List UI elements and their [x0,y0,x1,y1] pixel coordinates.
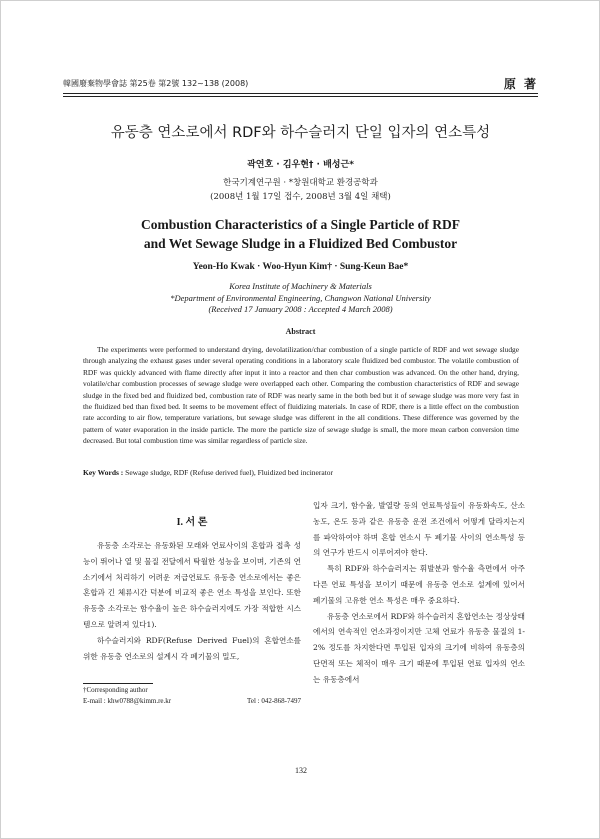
page-number: 132 [295,766,307,775]
english-affiliation2: *Department of Environmental Engineering, Changwon National University [170,292,431,303]
english-dates: (Received 17 January 2008 : Accepted 4 March 2008) [208,304,393,314]
footnote-email: E-mail : khw0788@kimm.re.kr [83,697,172,705]
footnote-corresponding: †Corresponding author [83,686,148,694]
korean-authors: 곽연호 · 김우현† · 배성근* [247,160,354,170]
korean-title: 유동층 연소로에서 RDF와 하수슬러지 단일 입자의 연소특성 [110,125,491,141]
intro-paragraph-5: 유동층 연소로에서 RDF와 하수슬러지 혼합연소는 정상상태에서의 연속적인 연소과정이지만 고체 연료가 유동층 물질의 1-2% 정도를 차지한다면 투입된 입자의 크기에 비하여 유동층의 단면적 또는 체적이 매우 크기 때문에 투입된 연료 입자의 연소는 유동층에서 [313,611,525,684]
left-column [83,509,301,664]
intro-paragraph-1: 유동층 소각로는 유동화된 모래와 연료사이의 혼합과 접촉 성능이 뛰어나 열 및 물질 전달에서 탁월한 성능을 보이며, 기존의 연소기에서 처리하기 어려운 저급연료도 유동층 연소로에서는 좋은 혼합과 긴 체류시간 덕분에 비교적 좋은 연소 특성을 보인다. 또한 유동층 소각로는 함수율이 높은 하수슬러지에도 가장 적합한 시스템으로 알려져 있다1). [83,541,301,629]
intro-paragraph-3: 입자 크기, 함수율, 발열량 등의 연료특성들이 유동화속도, 산소 농도, 온도 등과 같은 유동층 운전 조건에서 어떻게 달라지는지를 파악하여야 하며 혼합 연소시 두 폐기물 사이의 연소특성 등의 연구가 반드시 이루어져야 한다. [313,501,525,558]
intro-paragraph-2: 하수슬러지와 RDF(Refuse Derived Fuel)의 혼합연소를 위한 유동층 연소로의 설계시 각 폐기물의 밀도, [83,635,301,661]
section-heading-introduction: I. 서 론 [176,517,208,528]
english-title-line1: Combustion Characteristics of a Single Particle of RDF [140,217,461,232]
english-affiliation1: Korea Institute of Machinery & Materials [229,281,372,291]
keywords-label: Key Words : [83,468,124,477]
english-title-line2: and Wet Sewage Sludge in a Fluidized Bed Combustor [143,236,458,251]
korean-dates: (2008년 1월 17일 접수, 2008년 3월 4일 채택) [210,192,391,202]
english-title [63,215,538,253]
intro-paragraph-4: 특히 RDF와 하수슬러지는 휘발분과 함수율 측면에서 아주 다른 연료 특성을 보이기 때문에 유동층 연소로 설계에 있어서 폐기물의 고유한 연소 특성은 매우 중요하다. [313,564,525,605]
korean-affiliation: 한국기계연구원 · *창원대학교 환경공학과 [223,178,378,188]
keywords-text: Sewage sludge, RDF (Refuse derived fuel), Fluidized bed incinerator [123,468,334,477]
footnote-tel: Tel : 042-868-7497 [247,697,301,705]
footnote-rule [83,683,153,684]
korean-affiliation-block [63,176,538,204]
abstract-heading: Abstract [285,327,316,336]
footnote-contact [83,697,301,705]
english-authors: Yeon-Ho Kwak · Woo-Hyun Kim† · Sung-Keun Bae* [192,262,409,272]
journal-citation: 韓國廢棄物學會誌 第25卷 第2號 132~138 (2008) [63,79,249,88]
running-header [63,78,538,92]
abstract-text: The experiments were performed to understand drying, devolatilization/char combustion of a single particle of RDF and wet sewage sludge through analyzing the exhaust gases under several operating conditions in a laboratory scale fluidized bed combustor. The volatile combustion of RDF was quickly advanced with flame directly after input it into a reactor and then char combustion was advanced. On the other hand, drying, volatile/char combustion processes of sewage sludge were overlapped each other. Comparing the combustion characteristics of RDF and sewage sludge in the fixed bed and fluidized bed, combustion rate of RDF was nearly same in the both bed but it of sewage sludge was more very fast in the fluidized bed than fixed bed. It seems to be movement effect of fluidizing materials. In case of RDF, there is a little effect on the combustion rate according to air flow, temperature variations, but sewage sludge was different in the all conditions. These difference was governed by the pattern of water evaporation in the inside particle. The more the particle size of sewage sludge is small, the more mean carbon conversion time decreased. But total combustion time was similar regardless of particle size. [83,345,519,446]
header-rule-thin [63,96,538,97]
header-rule-thick [63,93,538,94]
article-type-label: 原 著 [503,77,538,91]
right-column [313,498,525,688]
keywords [83,468,519,477]
english-affiliation-block [63,281,538,316]
